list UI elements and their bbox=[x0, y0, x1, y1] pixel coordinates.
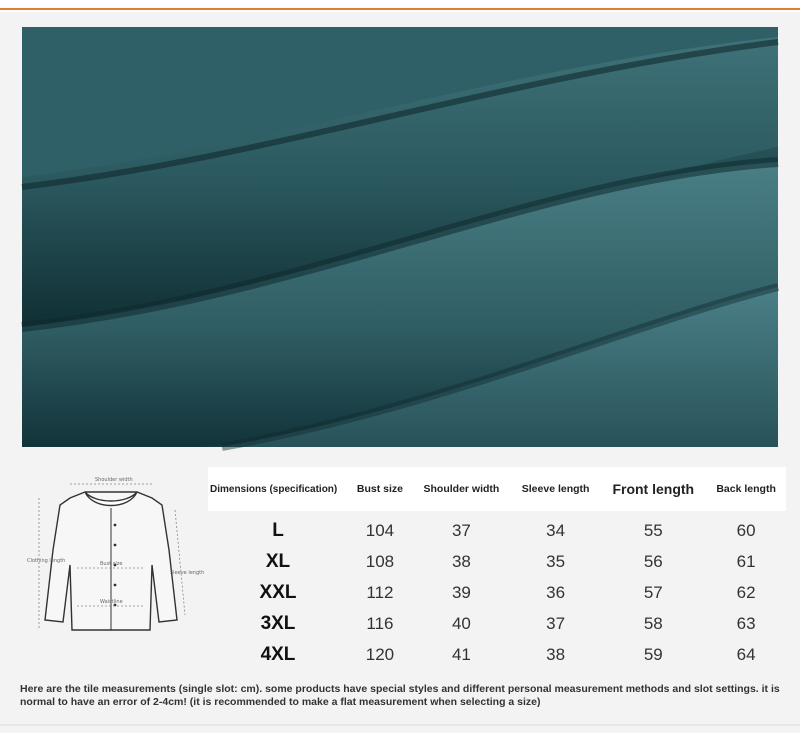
bust-cell: 116 bbox=[366, 613, 394, 633]
header-sleeve: Sleeve length bbox=[511, 467, 600, 511]
table-header-row bbox=[208, 467, 786, 511]
table-row bbox=[208, 639, 786, 670]
top-accent-line bbox=[0, 8, 800, 10]
sleeve-label: Sleeve length bbox=[170, 570, 205, 576]
table-row bbox=[208, 577, 786, 608]
table-row bbox=[208, 608, 786, 639]
sleeve-cell: 36 bbox=[546, 582, 566, 602]
size-chart-table bbox=[208, 467, 786, 670]
front-length-cell: 59 bbox=[643, 644, 663, 664]
header-shoulder: Shoulder width bbox=[412, 467, 511, 511]
measurement-note: Here are the tile measurements (single slot: cm). some products have special styles and different personal measurement methods and slot settings. it is normal to have an error of 2-4cm! (it is recommended to make a flat measurement when selecting a size) bbox=[20, 683, 780, 708]
header-bust: Bust size bbox=[348, 467, 412, 511]
back-length-cell: 61 bbox=[736, 551, 756, 571]
bust-cell: 108 bbox=[365, 551, 395, 571]
header-front-length: Front length bbox=[600, 467, 706, 511]
shirt-diagram bbox=[25, 470, 205, 640]
front-length-cell: 55 bbox=[643, 520, 663, 540]
waist-label: Waistline bbox=[100, 599, 123, 605]
sleeve-cell: 38 bbox=[546, 644, 566, 664]
table-row bbox=[208, 546, 786, 577]
size-cell: XXL bbox=[259, 581, 297, 603]
bust-cell: 104 bbox=[365, 520, 395, 540]
table-row bbox=[208, 511, 786, 546]
size-cell: L bbox=[272, 519, 284, 541]
sleeve-cell: 35 bbox=[546, 551, 566, 571]
front-length-cell: 57 bbox=[643, 582, 663, 602]
sleeve-cell: 34 bbox=[546, 520, 566, 540]
back-length-cell: 64 bbox=[736, 644, 756, 664]
bust-cell: 112 bbox=[366, 582, 394, 602]
sleeve-cell: 37 bbox=[546, 613, 566, 633]
shoulder-cell: 40 bbox=[451, 613, 471, 633]
bust-cell: 120 bbox=[365, 644, 395, 664]
bust-label: Bust size bbox=[100, 561, 123, 567]
shoulder-label: Shoulder width bbox=[95, 477, 133, 483]
front-length-cell: 56 bbox=[643, 551, 663, 571]
size-cell: 4XL bbox=[260, 643, 296, 665]
shoulder-cell: 38 bbox=[451, 551, 471, 571]
bottom-divider bbox=[0, 724, 800, 726]
size-cell: XL bbox=[265, 550, 291, 572]
clothing-length-label: Clothing length bbox=[27, 558, 66, 564]
header-back-length: Back length bbox=[706, 467, 786, 511]
shoulder-cell: 37 bbox=[451, 520, 471, 540]
size-cell: 3XL bbox=[260, 612, 296, 634]
shoulder-cell: 39 bbox=[451, 582, 471, 602]
front-length-cell: 58 bbox=[643, 613, 663, 633]
back-length-cell: 63 bbox=[736, 613, 756, 633]
back-length-cell: 62 bbox=[736, 582, 756, 602]
back-length-cell: 60 bbox=[736, 520, 756, 540]
fabric-photo bbox=[22, 27, 778, 447]
shoulder-cell: 41 bbox=[451, 644, 471, 664]
header-dimensions: Dimensions (specification) bbox=[208, 467, 348, 511]
